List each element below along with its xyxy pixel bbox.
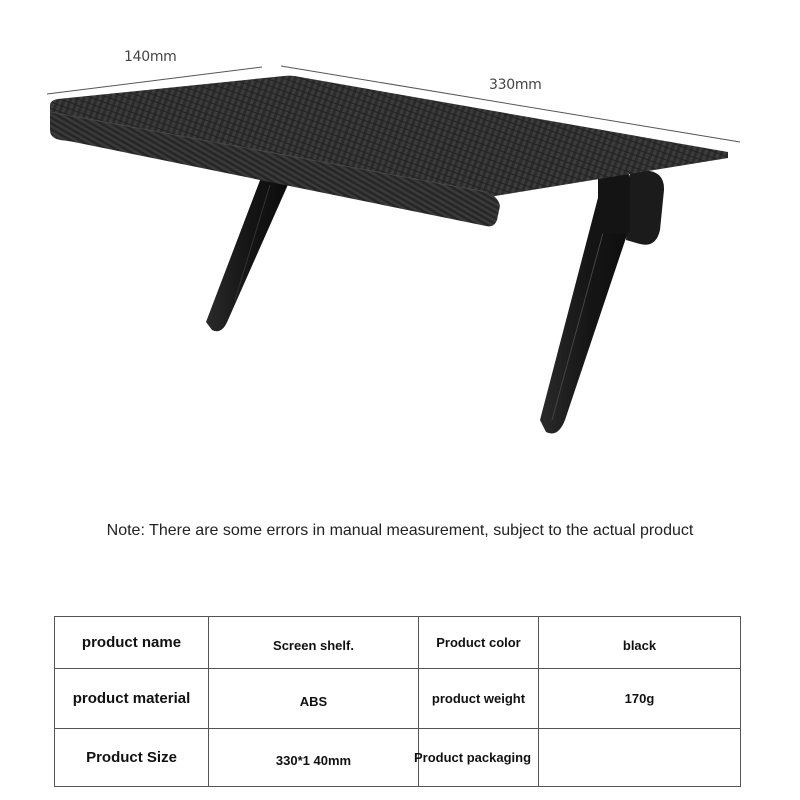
left-leg	[206, 175, 290, 331]
spec-value: 330*1 40mm	[209, 729, 419, 787]
spec-value	[539, 729, 741, 787]
length-dimension-label: 330mm	[489, 77, 542, 93]
spec-value: 170g	[539, 669, 741, 729]
measurement-note: Note: There are some errors in manual measurement, subject to the actual product	[106, 522, 694, 539]
spec-label-text: Product packaging	[413, 750, 532, 765]
spec-label	[413, 729, 539, 787]
spec-label: Product Size	[55, 729, 209, 787]
spec-value: black	[539, 617, 741, 669]
hinge-knob	[626, 170, 664, 244]
spec-value: ABS	[209, 669, 419, 729]
table-row	[55, 729, 741, 787]
spec-table	[54, 616, 741, 787]
spec-label: Product color	[419, 617, 539, 669]
spec-label: product material	[55, 669, 209, 729]
table-row	[55, 617, 741, 669]
spec-label: product name	[55, 617, 209, 669]
spec-value: Screen shelf.	[209, 617, 419, 669]
spec-label: product weight	[419, 669, 539, 729]
table-row	[55, 669, 741, 729]
width-dimension-label: 140mm	[124, 49, 177, 65]
